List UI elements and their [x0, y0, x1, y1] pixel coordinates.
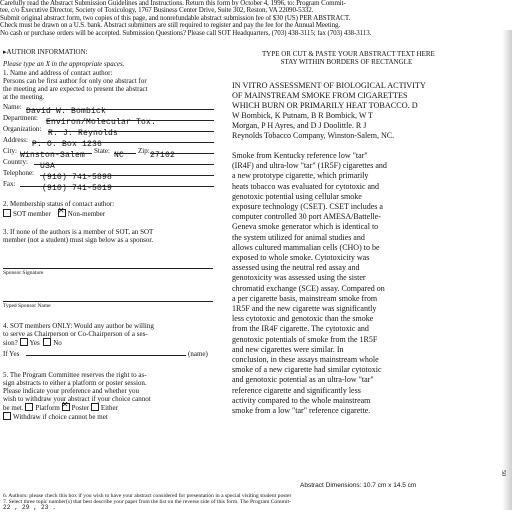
- city-label: City:: [3, 147, 18, 155]
- item6-line: 6. Authors: please check this box if you wish to have your abstract considered for presentation in a special visiting student poster: [3, 493, 292, 499]
- country-field[interactable]: [34, 155, 214, 171]
- abstract-dimensions: Abstract Dimensions: 10.7 cm x 14.5 cm: [300, 482, 417, 489]
- telephone-label: Telephone:: [3, 169, 34, 177]
- country-value: USA: [40, 162, 56, 171]
- organization-value: R. J. Reynolds: [48, 129, 119, 138]
- page-edge-shadow: [502, 30, 512, 510]
- abstract-body: Smoke from Kentucky reference low "tar" (IR4F) and ultra-low "tar" (1R5F) cigarettes and a new prototype cigarette, which primarily heats tobacco was evaluated for cytotoxic and genotoxic potential using cellular smoke exposure technology (CSET). CSET includes a computer controlled 30 port AMESA/Battelle- Geneva smoke generator which is identical to the system utilized for animal studies and allows cultured mammalian cells (CHO) to be exposed to whole smoke. Cytotoxicity was assessed using the neutral red assay and genotoxicity was assessed using the sister chromatid exchange (SCE) assay. Compared on a per cigarette basis, mainstream smoke from 1R5F and the new cigarette was significantly less cytotoxic and genotoxic than the smoke from the IR4F cigarette. The cytotoxic and genotoxic potentials of smoke from the 1R5F and new cigarettes were similar. In conclusion, in these assays mainstream whole smoke of a new cigarette had similar cytotoxic and genotoxic potential as an ultra-low "tar" reference cigarette and significantly less activity compared to the whole mainstream smoke from a low "tar" reference cigarette.: [232, 151, 387, 416]
- name-label: Name:: [3, 103, 22, 111]
- item1-text: 1. Name and address of contact author: Persons can be first author for only one abstract for the meeting and are expected to present the abstract at the meeting.: [3, 69, 148, 101]
- topic-numbers[interactable]: 22 , 29 , 23 .: [3, 504, 57, 511]
- type-instruction: TYPE OR CUT & PASTE YOUR ABSTRACT TEXT HERE STAY WITHIN BORDERS OF RECTANGLE: [262, 50, 435, 66]
- sponsor-signature-label: Sponsor Signature: [3, 270, 44, 276]
- side-number: 50: [500, 470, 506, 476]
- non-member-checkbox[interactable]: [58, 209, 66, 217]
- header-line: Submit original abstract form, two copies of this page, and nonrefundable abstract submission fee of $30 (US) PER ABSTRACT.: [0, 14, 351, 22]
- sot-member-checkbox[interactable]: [3, 209, 11, 217]
- address-value: P. O. Box 1236: [32, 140, 103, 149]
- organization-label: Organization:: [3, 125, 42, 133]
- name-value: David W. Bombick: [26, 107, 107, 116]
- membership-options: SOT member ✕ Non-member: [3, 209, 105, 218]
- typed-sponsor-name-label: Typed Sponsor Name: [3, 303, 51, 309]
- organization-field[interactable]: [48, 122, 214, 138]
- state-field[interactable]: [114, 144, 136, 160]
- fax-label: Fax:: [3, 180, 16, 188]
- city-field[interactable]: [20, 144, 92, 160]
- typed-sponsor-name-line[interactable]: [3, 291, 213, 302]
- header-line: Check must be drawn on a U.S. bank. Abstract submitters are still required to register and pay the fee for the Annual Meeting.: [0, 22, 341, 30]
- item5-text: 5. The Program Committee reserves the right to as- sign abstracts to either a platform or poster session. Please indicate your preference and whether you wish to withdraw your abstract if your choice cannot be met. Platform ✕ Poster Either Withdraw if choice cannot be met: [3, 371, 151, 421]
- item4-text: 4. SOT members ONLY: Would any author be willing to serve as Chairperson or Co-Chairperson of a ses- sion? Yes No: [3, 322, 154, 347]
- chair-yes-checkbox[interactable]: [20, 338, 28, 346]
- instruction-text: Please type an X in the appropriate spaces.: [3, 60, 125, 68]
- either-checkbox[interactable]: [91, 403, 99, 411]
- name-field[interactable]: [26, 100, 214, 116]
- sponsor-signature-line[interactable]: [3, 258, 213, 269]
- name-suffix-label: (name): [188, 350, 208, 358]
- if-yes-label: If Yes: [3, 350, 20, 358]
- topic-numbers-row: [3, 505, 508, 511]
- state-value: NC: [114, 151, 125, 160]
- department-label: Department:: [3, 114, 38, 122]
- chair-no-checkbox[interactable]: [43, 338, 51, 346]
- item7-line: 7. Select three topic number(s) that best describe your paper from the list on the reverse side of this form. The Program Commit-: [3, 499, 291, 505]
- telephone-field[interactable]: [40, 166, 214, 182]
- state-label: State:: [94, 147, 110, 155]
- header-line: No cash or purchase orders will be accepted. Submission Questions? Please call SOT Headquarters, (703) 438-3115; fax (703) 438-3113.: [0, 29, 372, 37]
- abstract-title: IN VITRO ASSESSMENT OF BIOLOGICAL ACTIVITY OF MAINSTREAM SMOKE FROM CIGARETTES WHICH BURN OR PRIMARILY HEAT TOBACCO. D: [232, 81, 426, 110]
- zip-field[interactable]: [150, 144, 214, 160]
- country-label: Country:: [3, 158, 28, 166]
- abstract-authors: W Bombick, K Putnam, B R Bombick, W T Morgan, P H Ayres, and D J Doolittle. R J Reynolds Tobacco Company, Winston-Salem, NC.: [232, 111, 395, 140]
- address-label: Address:: [3, 136, 28, 144]
- platform-checkbox[interactable]: [25, 403, 33, 411]
- chair-name-field[interactable]: [26, 346, 186, 356]
- header-line: Carefully read the Abstract Submission Guidelines and Instructions. Return this form by October 4, 1996, to: Program Commit-: [0, 0, 346, 7]
- arrow-icon: ▸: [3, 48, 7, 56]
- department-value: Environ/Molecular Tox.: [46, 118, 157, 127]
- author-information-heading: ▸AUTHOR INFORMATION:: [3, 48, 88, 56]
- fax-value: (910) 741-5019: [42, 184, 113, 193]
- bottom-items: [3, 493, 508, 512]
- poster-checkbox[interactable]: [62, 403, 70, 411]
- department-field[interactable]: [46, 111, 214, 127]
- zip-label: Zip:: [138, 147, 150, 155]
- withdraw-checkbox[interactable]: [3, 412, 11, 420]
- fax-field[interactable]: [20, 177, 214, 193]
- header-line: tee, c/o Executive Director, Society of Toxicology, 1767 Business Center Drive, Suite 302, Reston, VA 22090-5332.: [0, 7, 314, 15]
- telephone-value: (910) 741-5898: [42, 173, 113, 182]
- address-field[interactable]: [32, 133, 214, 149]
- city-value: Winston-Salem: [20, 151, 86, 160]
- item3-text: 3. If none of the authors is a member of SOT, an SOT member (not a student) must sign below as a sponsor.: [3, 228, 154, 244]
- instructions-header: [0, 0, 512, 37]
- item2-text: 2. Membership status of contact author:: [3, 200, 115, 208]
- zip-value: 27102: [150, 151, 176, 160]
